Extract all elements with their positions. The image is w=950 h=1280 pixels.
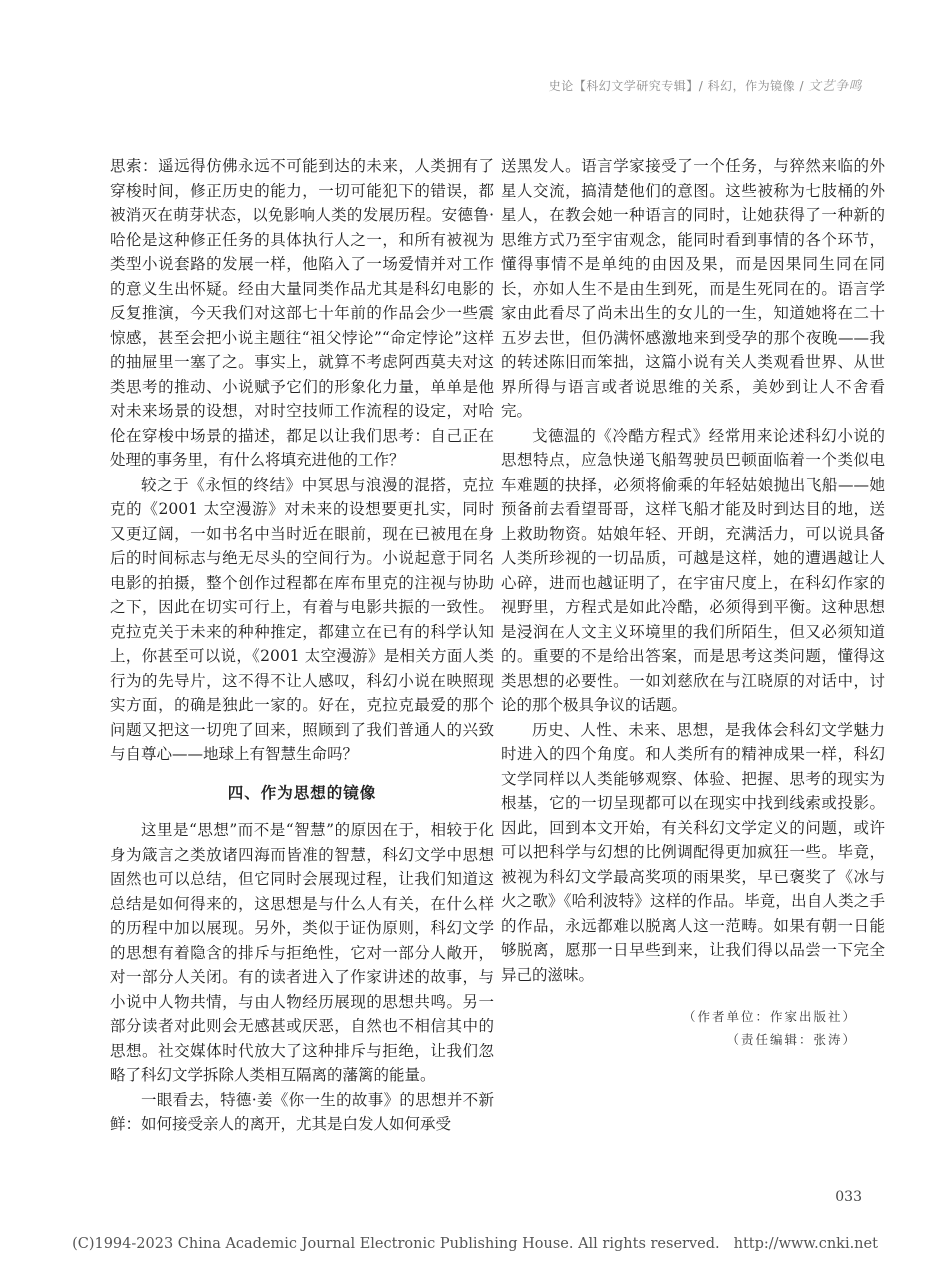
paragraph: 思索：遥远得仿佛永远不可能到达的未来，人类拥有了穿梭时间，修正历史的能力，一切可能犯下的错误，都被消灭在萌芽状态，以免影响人类的发展历程。安德鲁·哈伦是这种修正任务的具体执行人之一，和所有被视为类型小说套路的发展一样，他陷入了一场爱情并对工作的意义生出怀疑。经由大量同类作品尤其是科幻电影的反复推演，今天我们对这部七十年前的作品会少一些震惊感，甚至会把小说主题往“祖父悖论”“命定悖论”这样的抽屉里一塞了之。事实上，就算不考虑阿西莫夫对这类思考的推动、小说赋予它们的形象化力量，单单是他对未来场景的设想，对时空技师工作流程的设定，对哈伦在穿梭中场景的描述，都足以让我们思考：自己正在处理的事务里，有什么将填充进他的工作？ xyxy=(110,157,494,469)
author-unit: （作者单位：作家出版社） xyxy=(682,1009,857,1024)
paragraph: 戈德温的《冷酷方程式》经常用来论述科幻小说的思想特点，应急快递飞船驾驶员巴顿面临着一个类似电车难题的抉择，必须将偷乘的年轻姑娘抛出飞船——她预备前去看望哥哥，这样飞船才能及时到达目的地，送上救助物资。姑娘年轻、开朗，充满活力，可以说具备人类所珍视的一切品质，可越是这样，她的遭遇越让人心碎，进而也越证明了，在宇宙尺度上，在科幻作家的视野里，方程式是如此冷酷，必须得到平衡。这种思想是浸润在人文主义环境里的我们所陌生，但又必须知道的。重要的不是给出答案，而是思考这类问题，懂得这类思想的必要性。一如刘慈欣在与江晓原的对话中，讨论的那个极具争议的话题。 xyxy=(501,426,885,714)
copyright-text: (C)1994-2023 China Academic Journal Electronic Publishing House. All rights reserved. xyxy=(72,1236,720,1252)
paragraph: 一眼看去，特德·姜《你一生的故事》的思想并不新鲜：如何接受亲人的离开，尤其是白发人如何承受 xyxy=(110,1090,494,1133)
paragraph: 较之于《永恒的终结》中冥思与浪漫的混搭，克拉克的《2001 太空漫游》对未来的设想要更扎实，同时又更辽阔，一如书名中当时近在眼前，现在已被甩在身后的时间标志与绝无尽头的空间行为。小说起意于同名电影的拍摄，整个创作过程都在库布里克的注视与协助之下，因此在切实可行上，有着与电影共振的一致性。克拉克关于未来的种种推定，都建立在已有的科学认知上，你甚至可以说，《2001 太空漫游》是相关方面人类行为的先导片，这不得不让人感叹，科幻小说在映照现实方面，的确是独此一家的。好在，克拉克最爱的那个问题又把这一切兜了回来，照顾到了我们普通人的兴致与自尊心——地球上有智慧生命吗？ xyxy=(110,475,494,763)
responsible-editor: （责任编辑：张涛） xyxy=(726,1032,857,1047)
page-number: 033 xyxy=(835,1189,862,1205)
running-header xyxy=(549,75,862,94)
paragraph: 这里是“思想”而不是“智慧”的原因在于，相较于化身为箴言之类放诸四海而皆准的智慧，科幻文学中思想固然也可以总结，但它同时会展现过程，让我们知道这总结是如何得来的，这思想是与什么人有关，在什么样的历程中加以展现。另外，类似于证伪原则，科幻文学的思想有着隐含的排斥与拒绝性，它对一部分人敞开，对一部分人关闭。有的读者进入了作家讲述的故事，与小说中人物共情，与由人物经历展现的思想共鸣。另一部分读者对此则会无感甚或厌恶，自然也不相信其中的思想。社交媒体时代放大了这种排斥与拒绝，让我们忽略了科幻文学拆除人类相互隔离的藩篱的能量。 xyxy=(110,821,494,1084)
journal-logo-mark: 文艺争鸣 xyxy=(807,79,862,94)
left-column xyxy=(110,154,494,1137)
running-header-text: 史论【科幻文学研究专辑】/ 科幻，作为镜像 / xyxy=(548,79,804,93)
cnki-url: http://www.cnki.net xyxy=(733,1236,878,1252)
article-meta xyxy=(501,1005,885,1051)
copyright-footer xyxy=(0,1236,950,1252)
section-title: 四、作为思想的镜像 xyxy=(227,783,377,802)
paragraph: 送黑发人。语言学家接受了一个任务，与猝然来临的外星人交流，搞清楚他们的意图。这些被称为七肢桶的外星人，在教会她一种语言的同时，让她获得了一种新的思维方式乃至宇宙观念，能同时看到事情的各个环节，懂得事情不是单纯的由因及果，而是因果同生同在同长，亦如人生不是由生到死，而是生死同在的。语言学家由此看尽了尚未出生的女儿的一生，知道她将在二十五岁去世，但仍满怀感激地来到受孕的那个夜晚——我的转述陈旧而笨拙，这篇小说有关人类观看世界、从世界所得与语言或者说思维的关系，美妙到让人不舍看完。 xyxy=(501,157,885,420)
paragraph: 历史、人性、未来、思想，是我体会科幻文学魅力时进入的四个角度。和人类所有的精神成果一样，科幻文学同样以人类能够观察、体验、把握、思考的现实为根基，它的一切呈现都可以在现实中找到线索或投影。因此，回到本文开始，有关科幻文学定义的问题，或许可以把科学与幻想的比例调配得更加疯狂一些。毕竟，被视为科幻文学最高奖项的雨果奖，早已褒奖了《冰与火之歌》《哈利波特》这样的作品。毕竟，出自人类之手的作品，永远都难以脱离人这一范畴。如果有朝一日能够脱离，愿那一日早些到来，让我们得以品尝一下完全异己的滋味。 xyxy=(501,720,885,984)
right-column xyxy=(501,154,885,1051)
